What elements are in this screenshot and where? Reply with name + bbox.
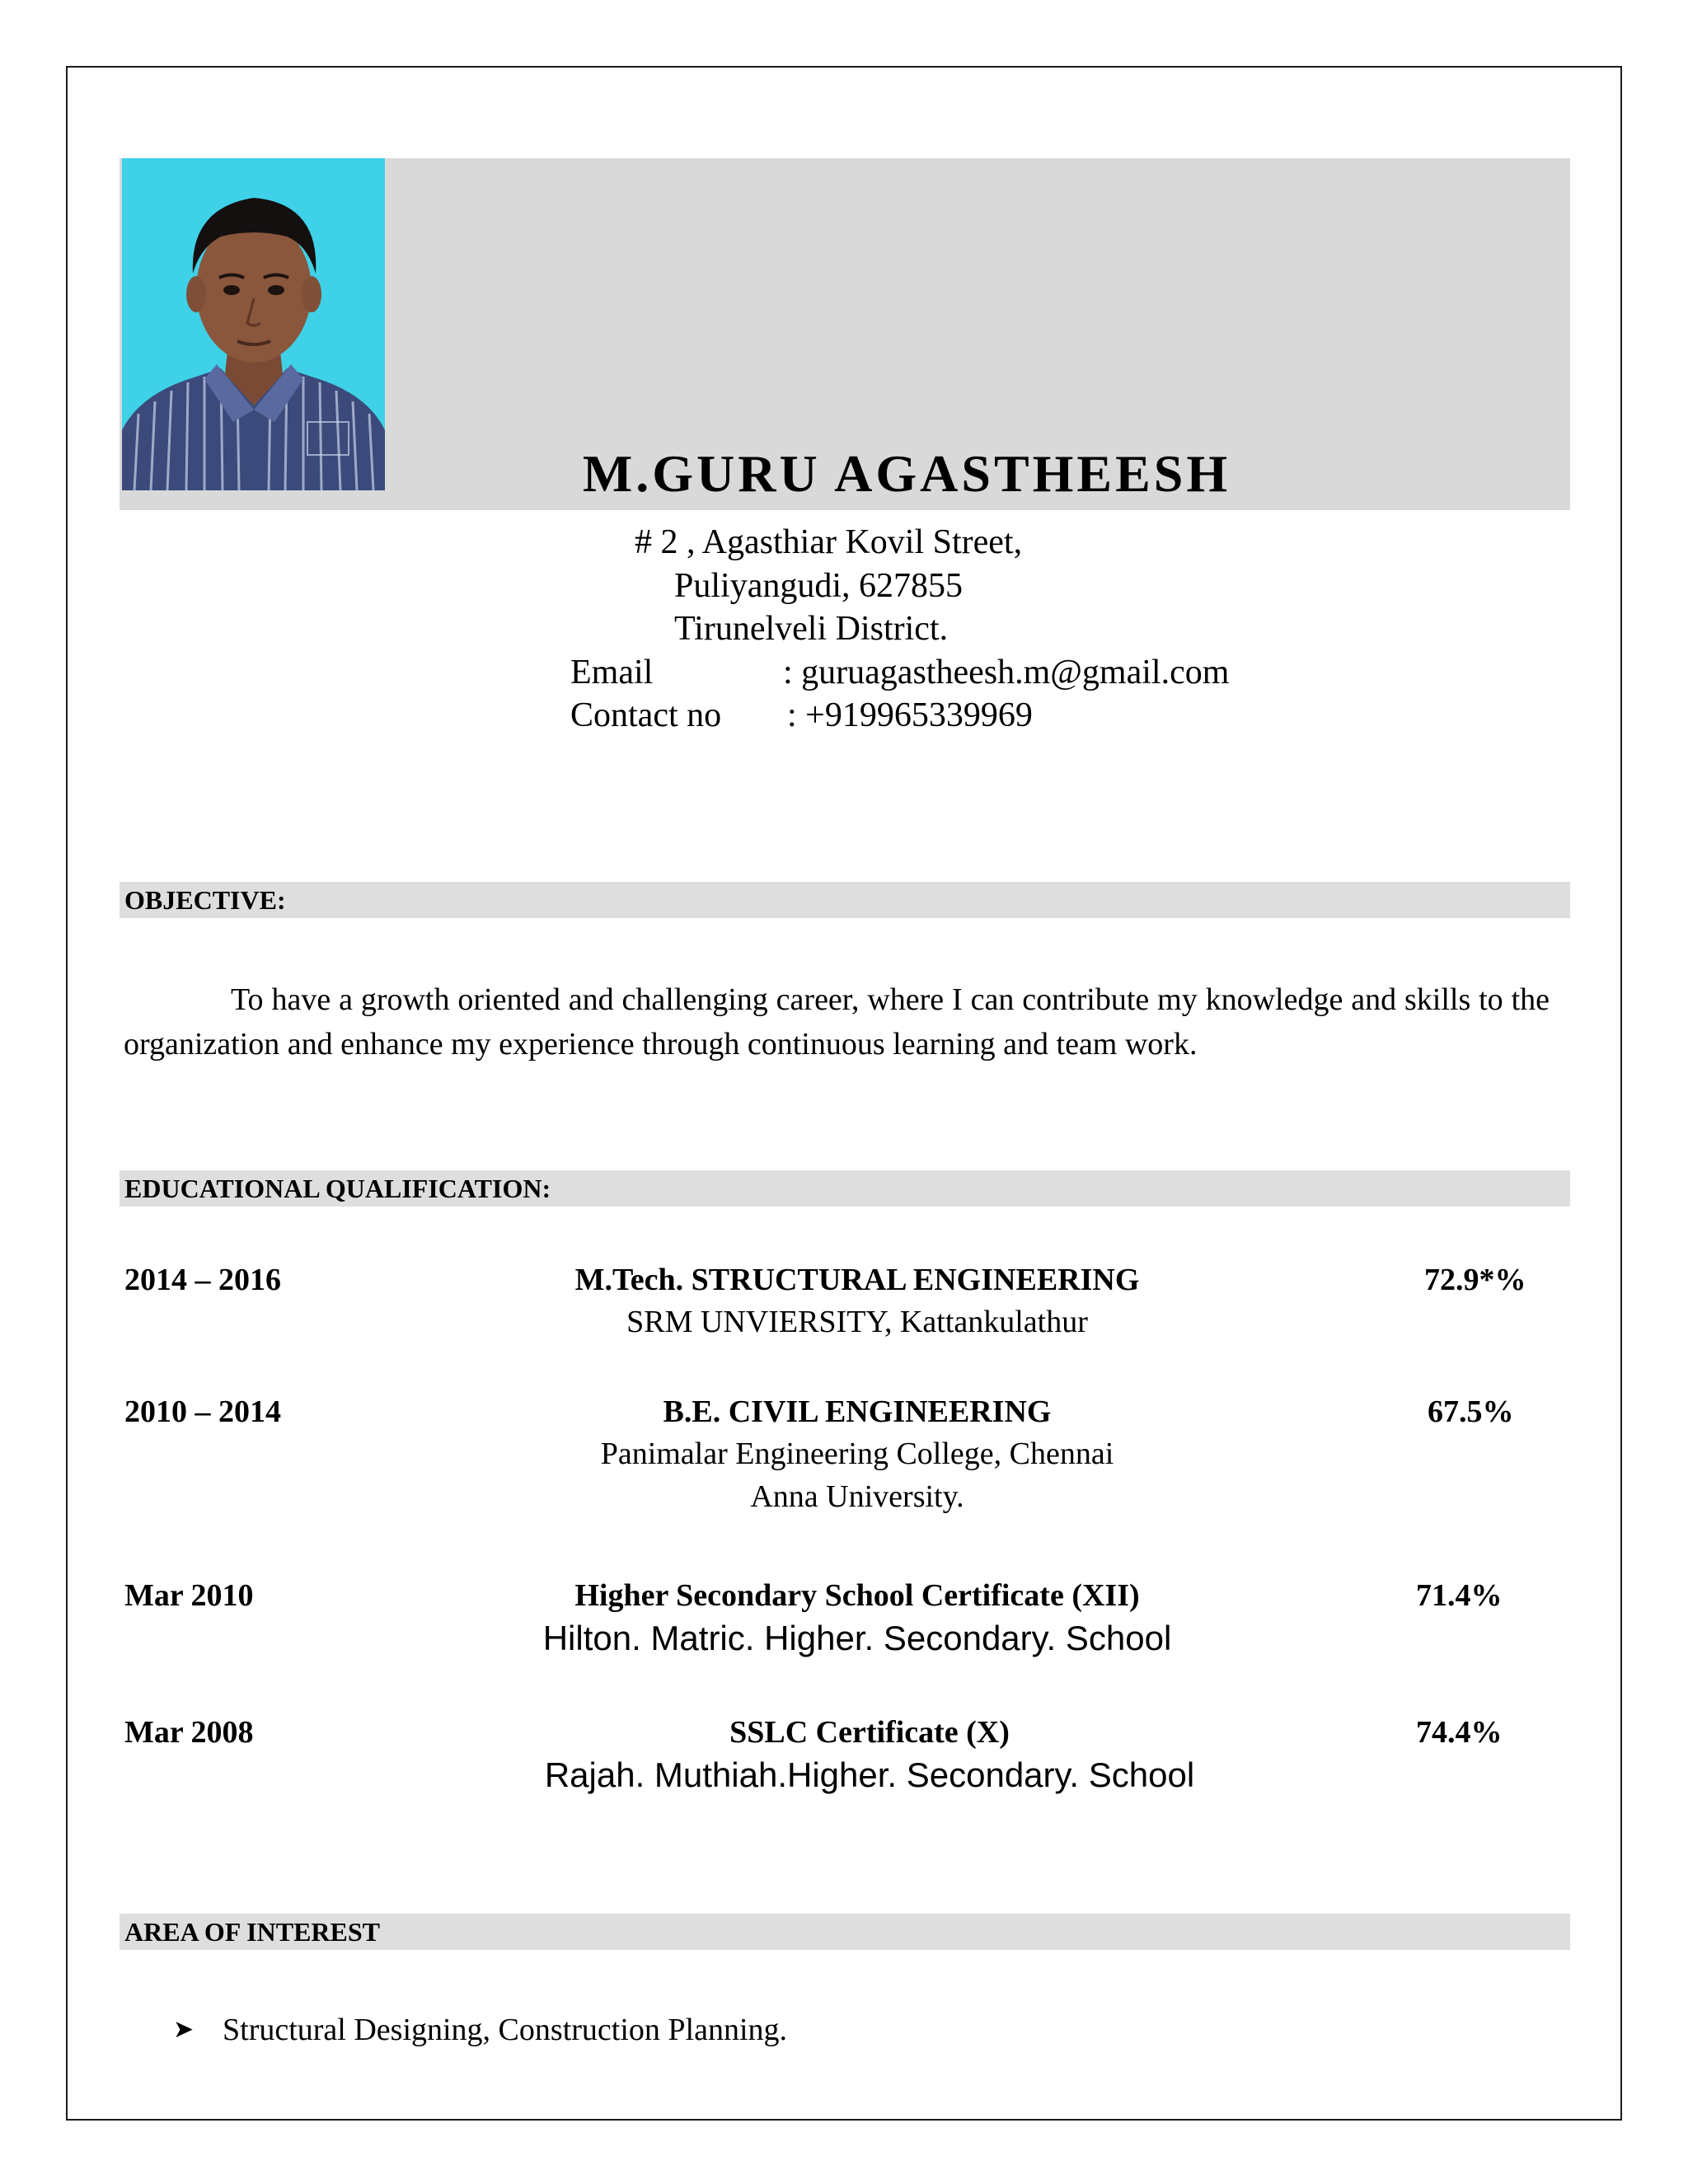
education-institution: Rajah. Muthiah.Higher. Secondary. School: [544, 1755, 1195, 1794]
education-institution: SRM UNVIERSITY, Kattankulathur: [626, 1305, 1088, 1339]
education-degree: B.E. CIVIL ENGINEERING: [663, 1394, 1052, 1429]
address-line-2: Puliyangudi, 627855: [674, 567, 964, 605]
objective-title: OBJECTIVE:: [124, 885, 286, 915]
interest-title: AREA OF INTEREST: [124, 1917, 380, 1947]
arrow-bullet-icon: ➤: [173, 2016, 195, 2043]
education-institution: Panimalar Engineering College, Chennai: [600, 1436, 1114, 1471]
interest-item-text: Structural Designing, Construction Planning.: [223, 2013, 788, 2047]
education-years: 2014 – 2016: [124, 1263, 281, 1297]
education-entry: [495, 1391, 1220, 1518]
objective-text: To have a growth oriented and challenging career, where I can contribute my knowledge and skills to the organization and enhance my experience through continuous learning and team work.: [124, 982, 1550, 1062]
education-years: Mar 2010: [124, 1578, 254, 1613]
education-title: EDUCATIONAL QUALIFICATION:: [124, 1174, 551, 1203]
education-score: 72.9*%: [1424, 1263, 1526, 1297]
interest-section-bar: [120, 1914, 1570, 1950]
education-institution: Hilton. Matric. Higher. Secondary. School: [542, 1619, 1172, 1657]
interest-list-item: [173, 2009, 787, 2050]
education-degree: Higher Secondary School Certificate (XII): [574, 1578, 1140, 1613]
education-years: Mar 2008: [124, 1715, 254, 1750]
address-line-3: Tirunelveli District.: [674, 610, 949, 648]
education-score: 67.5%: [1428, 1394, 1514, 1429]
education-degree: M.Tech. STRUCTURAL ENGINEERING: [574, 1263, 1140, 1297]
education-degree: SSLC Certificate (X): [729, 1715, 1010, 1750]
education-entry: [495, 1575, 1220, 1661]
email-label: Email: [570, 654, 654, 691]
education-years: 2010 – 2014: [124, 1394, 281, 1429]
candidate-name: M.GURU AGASTHEESH: [582, 444, 1231, 503]
education-institution-line-2: Anna University.: [750, 1479, 964, 1514]
profile-photo: [122, 158, 385, 490]
email-value: : guruagastheesh.m@gmail.com: [783, 654, 1230, 691]
education-score: 74.4%: [1416, 1715, 1503, 1750]
address-line-1: # 2 , Agasthiar Kovil Street,: [635, 523, 1023, 561]
education-entry: [495, 1259, 1220, 1343]
contact-value: : +919965339969: [787, 696, 1033, 734]
contact-label: Contact no: [570, 696, 722, 734]
objective-section-bar: [120, 882, 1570, 918]
education-score: 71.4%: [1416, 1578, 1503, 1613]
education-section-bar: [120, 1170, 1570, 1207]
education-entry: [507, 1712, 1232, 1797]
